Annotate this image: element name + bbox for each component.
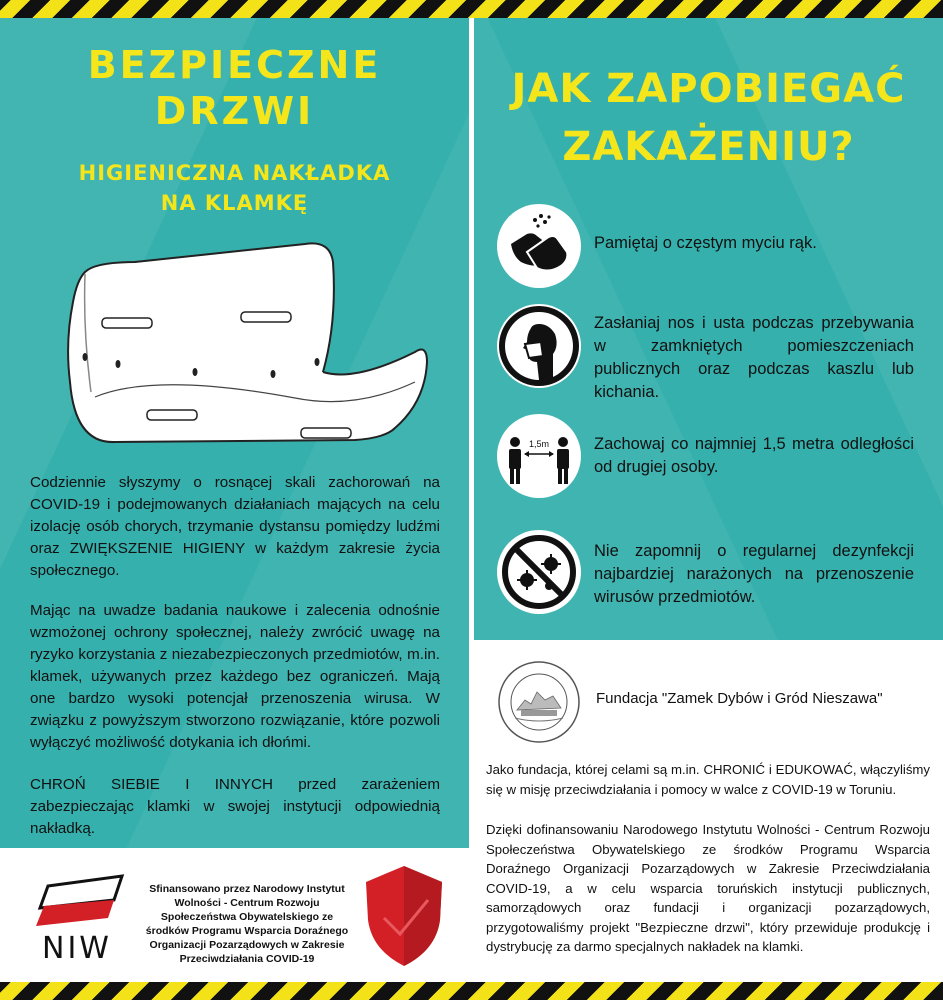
main-title: BEZPIECZNE DRZWI xyxy=(87,43,382,133)
prevention-title-line-2: ZAKAŻENIU? xyxy=(562,124,855,170)
tip-hand-washing: Pamiętaj o częstym myciu rąk. xyxy=(594,234,817,252)
niw-logo-text: NIW xyxy=(42,931,112,966)
foundation-funding-paragraph: Dzięki dofinansowaniu Narodowego Instytutu Wolności - Centrum Rozwoju Społeczeństwa Obywatelskiego ze środków Programu Wsparcia Doraźnego Organizacji Pozarządowych w Zakresie Przeciwdziałania COVID-19, a w celu wsparcia toruńskich instytucji publicznych, samorządowych oraz fundacji i organizacji pozarządowych, przygotowaliśmy projekt "Bezpieczne drzwi", który przewiduje produkcję i dystrybucję za darmo specjalnych nakładek na klamki. xyxy=(486,822,930,954)
foundation-name: Fundacja "Zamek Dybów i Gród Nieszawa" xyxy=(596,690,883,707)
hazard-stripe-bottom xyxy=(0,982,943,1000)
prevention-title xyxy=(474,60,943,176)
tip-disinfection: Nie zapomnij o regularnej dezynfekcji najbardziej narażonych na przenoszenie wirusów przedmiotów. xyxy=(594,542,914,606)
subtitle xyxy=(0,158,469,218)
intro-paragraph: Codziennie słyszymy o rosnącej skali zachorowań na COVID-19 i podejmowanych działaniach mających na celu izolację osób chorych, trzymanie dystansu pomiędzy ludźmi oraz ZWIĘKSZENIE HIGIENY w każdym zakresie życia społecznego. xyxy=(30,474,440,579)
distance-icon xyxy=(497,414,581,498)
shield-icon xyxy=(358,860,450,972)
tip-distance: Zachowaj co najmniej 1,5 metra odległości od drugiej osoby. xyxy=(594,435,914,476)
research-paragraph: Mając na uwadze badania naukowe i zalecenia odnośnie wzmożonej ochrony społecznej, należy zwrócić uwagę na ryzyko korzystania z niezabezpieczonych przedmiotów, m.in. klamek, używanych przez każdego bez ograniczeń. Mają one bardzo wysoki potencjał przenoszenia wirusa. W związku z powyższym stworzono rozwiązanie, które pozwoli wyłączyć możliwość dotykania ich dłońmi. xyxy=(30,602,440,751)
hazard-stripe-top xyxy=(0,0,943,18)
face-mask-icon xyxy=(497,304,581,388)
hand-washing-icon xyxy=(497,204,581,288)
foundation-seal-logo xyxy=(497,660,581,744)
prevention-title-line-1: JAK ZAPOBIEGAĆ xyxy=(511,66,906,112)
foundation-mission-paragraph: Jako fundacja, której celami są m.in. CHRONIĆ i EDUKOWAĆ, włączyliśmy się w misję przeciwdziałania i pomocy w walce z COVID-19 w Toruniu. xyxy=(486,762,930,797)
funding-note: Sfinansowano przez Narodowy Instytut Wolności - Centrum Rozwoju Społeczeństwa Obywatelskiego ze środków Programu Wsparcia Doraźnego Organizacji Pozarządowych w Zakresie Przeciwdziałania COVID-19 xyxy=(145,883,349,965)
no-virus-icon xyxy=(497,530,581,614)
niw-logo xyxy=(30,868,130,968)
protect-paragraph: CHROŃ SIEBIE I INNYCH przed zarażeniem zabezpieczając klamki w swojej instytucji odpowiednią nakładką. xyxy=(30,776,440,837)
distance-label: 1,5m xyxy=(528,439,550,449)
tip-face-mask: Zasłaniaj nos i usta podczas przebywania w zamkniętych pomieszczeniach publicznych oraz podczas kaszlu lub kichania. xyxy=(594,314,914,401)
handle-cover-illustration xyxy=(55,232,435,452)
subtitle-line-1: HIGIENICZNA NAKŁADKA xyxy=(78,161,391,185)
subtitle-line-2: NA KLAMKĘ xyxy=(160,191,309,215)
